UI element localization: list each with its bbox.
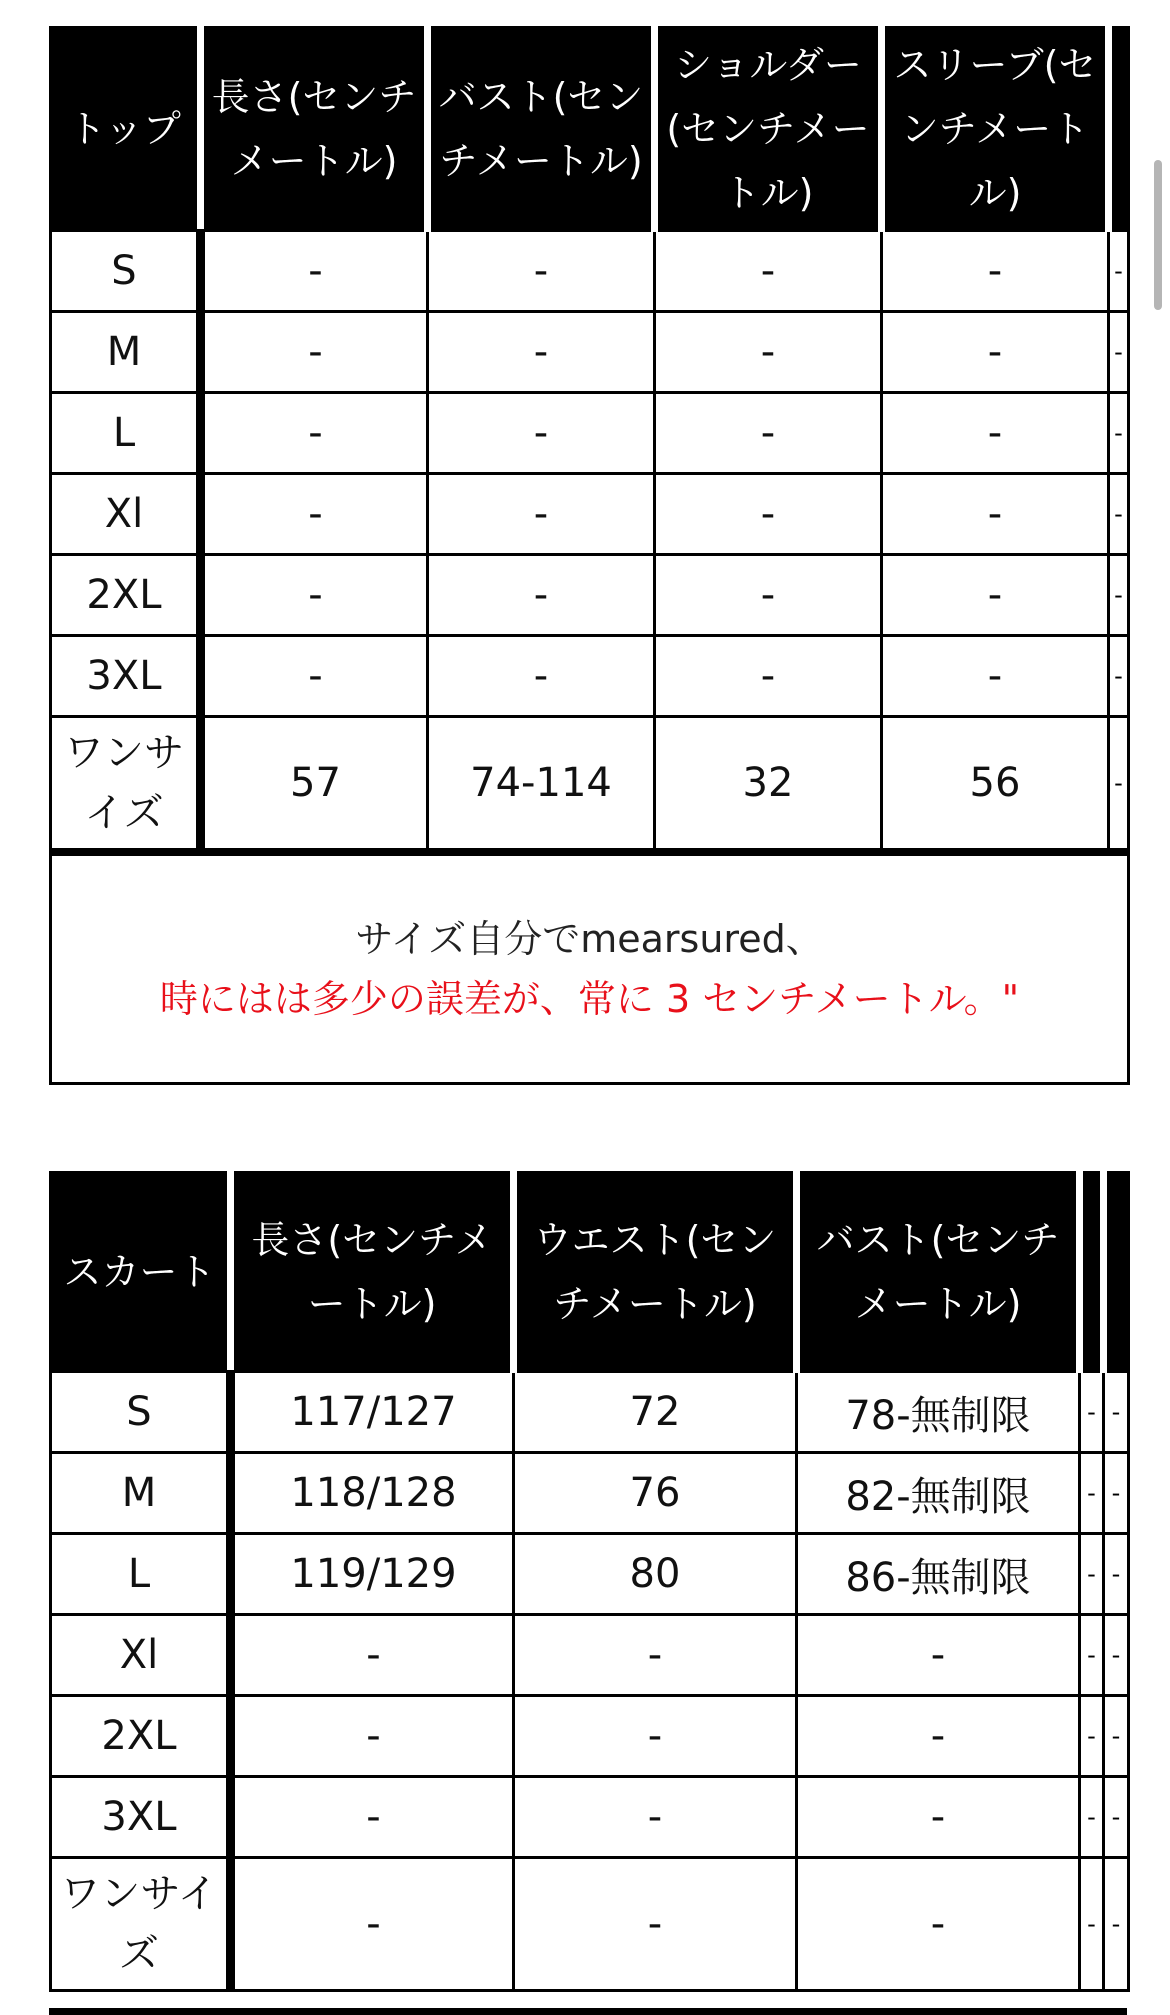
table-row (51, 1615, 1129, 1696)
skirt-header-category: スカート (51, 1173, 231, 1372)
table-cell: - (428, 393, 655, 474)
size-label: 3XL (51, 1777, 231, 1858)
table-cell: - (882, 474, 1109, 555)
skirt-header-overflow (1080, 1173, 1104, 1372)
table-cell: - (231, 1777, 514, 1858)
table-cell: - (201, 393, 428, 474)
table-cell: - (655, 393, 882, 474)
table-cell: - (514, 1615, 797, 1696)
size-label: L (51, 1534, 231, 1615)
table-row (51, 474, 1129, 555)
table-cell: - (428, 474, 655, 555)
overflow-cell: - (1080, 1372, 1104, 1453)
table-cell: - (231, 1615, 514, 1696)
table-cell: 118/128 (231, 1453, 514, 1534)
note-line-1: サイズ自分でmearsured、 (355, 917, 824, 961)
table-cell: - (514, 1858, 797, 1991)
overflow-cell: - (1104, 1615, 1129, 1696)
table-cell: 74-114 (428, 717, 655, 853)
top-header-shoulder: ショルダー(センチメートル) (655, 28, 882, 231)
skirt-header-row (51, 1173, 1129, 1372)
table-row (51, 636, 1129, 717)
top-header-length: 長さ(センチメートル) (201, 28, 428, 231)
table-row (51, 1858, 1129, 1991)
overflow-cell: - (1109, 312, 1129, 393)
table-cell: - (655, 474, 882, 555)
overflow-cell: - (1109, 474, 1129, 555)
overflow-cell: - (1109, 717, 1129, 853)
overflow-cell: - (1104, 1696, 1129, 1777)
table-cell: - (514, 1696, 797, 1777)
table-cell: - (797, 1858, 1080, 1991)
table-cell: 82-無制限 (797, 1453, 1080, 1534)
size-label: 3XL (51, 636, 201, 717)
table-row (51, 1453, 1129, 1534)
table-row (51, 555, 1129, 636)
top-header-sleeve: スリーブ(センチメートル) (882, 28, 1109, 231)
table-cell: - (882, 555, 1109, 636)
note-line-2: 時にはは多少の誤差が、常に 3 センチメートル。" (159, 977, 1020, 1021)
table-cell: 57 (201, 717, 428, 853)
size-label: ワンサイズ (51, 1858, 231, 1991)
table-cell: - (882, 393, 1109, 474)
measurement-note (51, 852, 1129, 1084)
top-size-table (49, 26, 1130, 1085)
size-label: M (51, 1453, 231, 1534)
table-cell: - (655, 636, 882, 717)
table-cell: - (882, 231, 1109, 312)
table-scrollbar[interactable] (1154, 160, 1162, 310)
table-row (51, 1777, 1129, 1858)
table-cell: - (655, 555, 882, 636)
table-bottom-edge (49, 2008, 1127, 2015)
table-cell: - (428, 636, 655, 717)
overflow-cell: - (1109, 636, 1129, 717)
overflow-cell: - (1109, 231, 1129, 312)
size-label: M (51, 312, 201, 393)
table-cell: 80 (514, 1534, 797, 1615)
table-cell: - (514, 1777, 797, 1858)
table-row (51, 1696, 1129, 1777)
table-cell: 86-無制限 (797, 1534, 1080, 1615)
top-header-bust: バスト(センチメートル) (428, 28, 655, 231)
overflow-cell: - (1080, 1534, 1104, 1615)
overflow-cell: - (1104, 1453, 1129, 1534)
overflow-cell: - (1104, 1534, 1129, 1615)
table-cell: - (231, 1858, 514, 1991)
skirt-size-table (49, 1171, 1130, 1992)
table-cell: - (201, 636, 428, 717)
note-row (51, 852, 1129, 1084)
table-cell: - (655, 231, 882, 312)
size-label: ワンサイズ (51, 717, 201, 853)
table-cell: - (231, 1696, 514, 1777)
size-label: L (51, 393, 201, 474)
size-label: 2XL (51, 1696, 231, 1777)
table-cell: - (201, 474, 428, 555)
overflow-cell: - (1104, 1777, 1129, 1858)
table-cell: - (797, 1696, 1080, 1777)
skirt-header-length: 長さ(センチメートル) (231, 1173, 514, 1372)
overflow-cell: - (1080, 1615, 1104, 1696)
overflow-cell: - (1080, 1777, 1104, 1858)
top-header-row (51, 28, 1129, 231)
overflow-cell: - (1104, 1372, 1129, 1453)
table-cell: - (201, 312, 428, 393)
table-cell: - (201, 231, 428, 312)
table-cell: - (797, 1615, 1080, 1696)
table-cell: - (201, 555, 428, 636)
table-cell: 56 (882, 717, 1109, 853)
size-label: S (51, 231, 201, 312)
table-row (51, 312, 1129, 393)
overflow-cell: - (1080, 1453, 1104, 1534)
table-cell: 117/127 (231, 1372, 514, 1453)
size-label: Xl (51, 1615, 231, 1696)
table-row (51, 1372, 1129, 1453)
top-header-overflow (1109, 28, 1129, 231)
overflow-cell: - (1104, 1858, 1129, 1991)
table-cell: - (797, 1777, 1080, 1858)
table-row (51, 231, 1129, 312)
table-cell: - (428, 555, 655, 636)
table-row (51, 717, 1129, 853)
table-cell: - (428, 231, 655, 312)
skirt-header-bust: バスト(センチメートル) (797, 1173, 1080, 1372)
overflow-cell: - (1080, 1858, 1104, 1991)
table-cell: 72 (514, 1372, 797, 1453)
table-row (51, 1534, 1129, 1615)
overflow-cell: - (1109, 393, 1129, 474)
table-cell: - (655, 312, 882, 393)
table-cell: - (882, 312, 1109, 393)
skirt-header-waist: ウエスト(センチメートル) (514, 1173, 797, 1372)
size-label: S (51, 1372, 231, 1453)
table-cell: - (882, 636, 1109, 717)
top-header-category: トップ (51, 28, 201, 231)
size-label: Xl (51, 474, 201, 555)
skirt-header-overflow (1104, 1173, 1129, 1372)
table-cell: - (428, 312, 655, 393)
table-cell: 32 (655, 717, 882, 853)
overflow-cell: - (1109, 555, 1129, 636)
size-label: 2XL (51, 555, 201, 636)
overflow-cell: - (1080, 1696, 1104, 1777)
table-row (51, 393, 1129, 474)
table-cell: 78-無制限 (797, 1372, 1080, 1453)
table-cell: 76 (514, 1453, 797, 1534)
table-cell: 119/129 (231, 1534, 514, 1615)
